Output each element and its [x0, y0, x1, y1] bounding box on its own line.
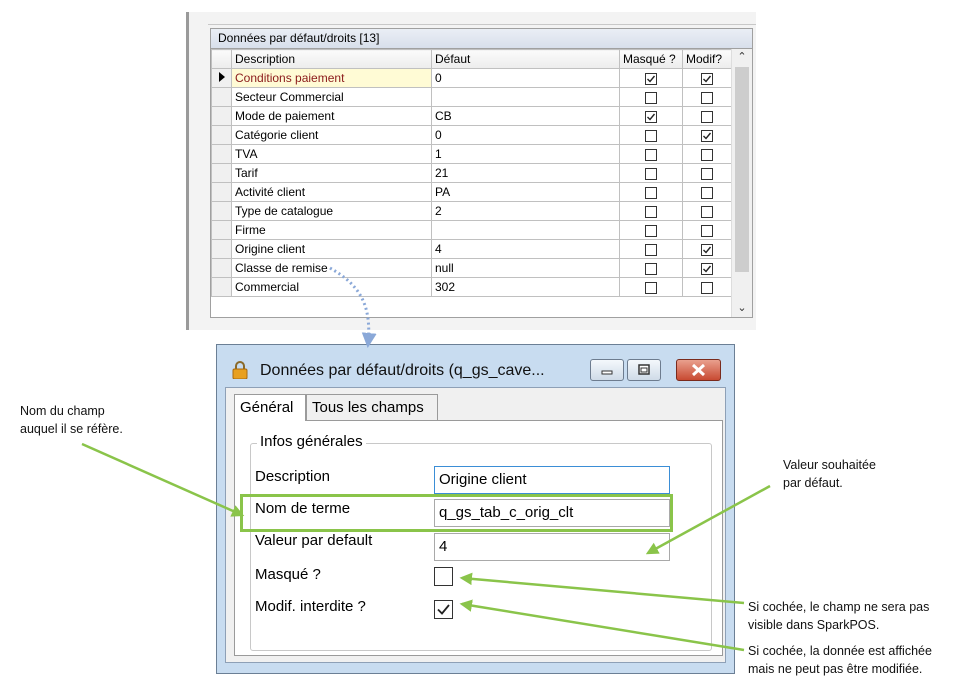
row-indicator[interactable]: [212, 126, 232, 145]
row-indicator-header: [212, 50, 232, 69]
table-row[interactable]: [212, 221, 732, 240]
table-row[interactable]: [212, 259, 732, 278]
row-indicator[interactable]: [212, 221, 232, 240]
annotation-line: Nom du champ: [20, 404, 105, 418]
cell-default[interactable]: 0: [432, 69, 620, 88]
cell-masque[interactable]: [620, 183, 683, 202]
modif-cell-checkbox[interactable]: [701, 225, 713, 237]
cell-description[interactable]: Firme: [232, 221, 432, 240]
cell-masque[interactable]: [620, 126, 683, 145]
cell-description[interactable]: TVA: [232, 145, 432, 164]
defaults-grid-panel: [210, 28, 753, 318]
cell-masque[interactable]: [620, 107, 683, 126]
masque-cell-checkbox[interactable]: [645, 244, 657, 256]
cell-masque[interactable]: [620, 145, 683, 164]
modif-interdite-checkbox[interactable]: [434, 600, 453, 619]
scroll-thumb[interactable]: [735, 67, 749, 272]
cell-modif[interactable]: [683, 202, 732, 221]
tab-general[interactable]: Général: [234, 394, 306, 421]
cell-modif[interactable]: [683, 278, 732, 297]
highlight-nom-de-terme: [240, 494, 673, 532]
cell-modif[interactable]: [683, 164, 732, 183]
annotation-line: visible dans SparkPOS.: [748, 618, 880, 632]
dialog-titlebar[interactable]: [217, 345, 734, 387]
masque-label: Masqué ?: [255, 566, 321, 583]
modif-cell-checkbox[interactable]: [701, 168, 713, 180]
cell-description[interactable]: Classe de remise: [232, 259, 432, 278]
column-header-description[interactable]: Description: [232, 50, 432, 69]
valeur-par-default-field[interactable]: 4: [434, 533, 670, 561]
row-indicator[interactable]: [212, 107, 232, 126]
modif-cell-checkbox[interactable]: [701, 130, 713, 142]
window-edge: [186, 12, 189, 330]
nom-terme-field[interactable]: q_gs_tab_c_orig_clt: [434, 499, 670, 527]
cell-modif[interactable]: [683, 107, 732, 126]
cell-description[interactable]: Mode de paiement: [232, 107, 432, 126]
cell-masque[interactable]: [620, 69, 683, 88]
cell-masque[interactable]: [620, 278, 683, 297]
cell-description[interactable]: Conditions paiement: [232, 69, 432, 88]
cell-default[interactable]: 21: [432, 164, 620, 183]
cell-modif[interactable]: [683, 69, 732, 88]
cell-default[interactable]: [432, 221, 620, 240]
masque-cell-checkbox[interactable]: [645, 263, 657, 275]
table-row[interactable]: [212, 69, 732, 88]
masque-cell-checkbox[interactable]: [645, 73, 657, 85]
column-header-modif[interactable]: Modif?: [683, 50, 732, 69]
close-button[interactable]: [676, 359, 721, 381]
masque-cell-checkbox[interactable]: [645, 92, 657, 104]
annotation-line: Si cochée, la donnée est affichée: [748, 644, 932, 658]
cell-masque[interactable]: [620, 88, 683, 107]
row-indicator[interactable]: [212, 88, 232, 107]
description-label: Description: [255, 468, 331, 485]
cell-default[interactable]: 1: [432, 145, 620, 164]
cell-masque[interactable]: [620, 202, 683, 221]
cell-masque[interactable]: [620, 240, 683, 259]
cell-description[interactable]: Catégorie client: [232, 126, 432, 145]
cell-description[interactable]: Tarif: [232, 164, 432, 183]
cell-modif[interactable]: [683, 221, 732, 240]
modif-cell-checkbox[interactable]: [701, 92, 713, 104]
modif-cell-checkbox[interactable]: [701, 187, 713, 199]
row-indicator[interactable]: [212, 164, 232, 183]
group-title: Infos générales: [257, 433, 366, 450]
maximize-button[interactable]: [627, 359, 661, 381]
modif-cell-checkbox[interactable]: [701, 111, 713, 123]
row-indicator[interactable]: [212, 69, 232, 88]
table-row[interactable]: [212, 145, 732, 164]
modif-cell-checkbox[interactable]: [701, 263, 713, 275]
modif-cell-checkbox[interactable]: [701, 149, 713, 161]
modif-cell-checkbox[interactable]: [701, 244, 713, 256]
annotation-line: Valeur souhaitée: [783, 458, 876, 472]
cell-description[interactable]: Activité client: [232, 183, 432, 202]
maximize-icon: [628, 360, 660, 380]
masque-cell-checkbox[interactable]: [645, 206, 657, 218]
nom-terme-label: Nom de terme: [255, 500, 351, 517]
dialog-title: Données par défaut/droits (q_gs_cave...: [260, 362, 545, 379]
annotation-valeur: [783, 456, 876, 492]
modif-cell-checkbox[interactable]: [701, 206, 713, 218]
cell-masque[interactable]: [620, 221, 683, 240]
cell-description[interactable]: Secteur Commercial: [232, 88, 432, 107]
cell-default[interactable]: 302: [432, 278, 620, 297]
cell-modif[interactable]: [683, 126, 732, 145]
column-header-default[interactable]: Défaut: [432, 50, 620, 69]
cell-default[interactable]: CB: [432, 107, 620, 126]
lock-icon: [232, 361, 248, 379]
table-row[interactable]: [212, 164, 732, 183]
row-indicator[interactable]: [212, 145, 232, 164]
annotation-line: mais ne peut pas être modifiée.: [748, 662, 923, 676]
cell-modif[interactable]: [683, 183, 732, 202]
masque-checkbox[interactable]: [434, 567, 453, 586]
cell-default[interactable]: 0: [432, 126, 620, 145]
modif-cell-checkbox[interactable]: [701, 282, 713, 294]
table-row[interactable]: [212, 240, 732, 259]
table-row[interactable]: [212, 278, 732, 297]
column-header-masque[interactable]: Masqué ?: [620, 50, 683, 69]
scroll-up-icon[interactable]: ⌃: [737, 51, 747, 63]
cell-default[interactable]: null: [432, 259, 620, 278]
row-indicator[interactable]: [212, 278, 232, 297]
masque-cell-checkbox[interactable]: [645, 187, 657, 199]
cell-masque[interactable]: [620, 259, 683, 278]
grid-title: Données par défaut/droits [13]: [211, 29, 752, 49]
row-indicator[interactable]: [212, 202, 232, 221]
modif-cell-checkbox[interactable]: [701, 73, 713, 85]
table-row[interactable]: [212, 126, 732, 145]
annotation-masque: [748, 598, 929, 634]
row-indicator[interactable]: [212, 183, 232, 202]
description-field[interactable]: Origine client: [434, 466, 670, 494]
masque-cell-checkbox[interactable]: [645, 168, 657, 180]
table-row[interactable]: [212, 88, 732, 107]
grid-vertical-scrollbar[interactable]: [731, 49, 752, 317]
close-icon: [677, 360, 720, 380]
cell-default[interactable]: PA: [432, 183, 620, 202]
annotation-line: auquel il se réfère.: [20, 422, 123, 436]
annotation-line: Si cochée, le champ ne sera pas: [748, 600, 930, 614]
masque-cell-checkbox[interactable]: [645, 282, 657, 294]
cell-modif[interactable]: [683, 240, 732, 259]
modif-interdite-label: Modif. interdite ?: [255, 598, 366, 615]
separator-line: [208, 24, 756, 25]
cell-description[interactable]: Type de catalogue: [232, 202, 432, 221]
cell-default[interactable]: 4: [432, 240, 620, 259]
minimize-button[interactable]: [590, 359, 624, 381]
table-row[interactable]: [212, 107, 732, 126]
defaults-grid: [211, 49, 732, 297]
current-row-icon: [218, 71, 226, 83]
annotation-modif: [748, 642, 932, 678]
masque-cell-checkbox[interactable]: [645, 225, 657, 237]
grid-header-row: [212, 50, 732, 69]
cell-modif[interactable]: [683, 145, 732, 164]
table-row[interactable]: [212, 202, 732, 221]
masque-cell-checkbox[interactable]: [645, 130, 657, 142]
minimize-icon: [591, 360, 623, 380]
row-indicator[interactable]: [212, 240, 232, 259]
tab-tous-les-champs[interactable]: Tous les champs: [306, 394, 438, 421]
cell-default[interactable]: 2: [432, 202, 620, 221]
cell-description[interactable]: Commercial: [232, 278, 432, 297]
annotation-nom-du-champ: [20, 402, 123, 438]
cell-masque[interactable]: [620, 164, 683, 183]
annotation-line: par défaut.: [783, 476, 843, 490]
masque-cell-checkbox[interactable]: [645, 111, 657, 123]
row-indicator[interactable]: [212, 259, 232, 278]
cell-description[interactable]: Origine client: [232, 240, 432, 259]
cell-modif[interactable]: [683, 88, 732, 107]
valeur-par-default-label: Valeur par default: [255, 532, 373, 549]
table-row[interactable]: [212, 183, 732, 202]
scroll-down-icon[interactable]: ⌄: [737, 302, 747, 314]
cell-default[interactable]: [432, 88, 620, 107]
cell-modif[interactable]: [683, 259, 732, 278]
masque-cell-checkbox[interactable]: [645, 149, 657, 161]
